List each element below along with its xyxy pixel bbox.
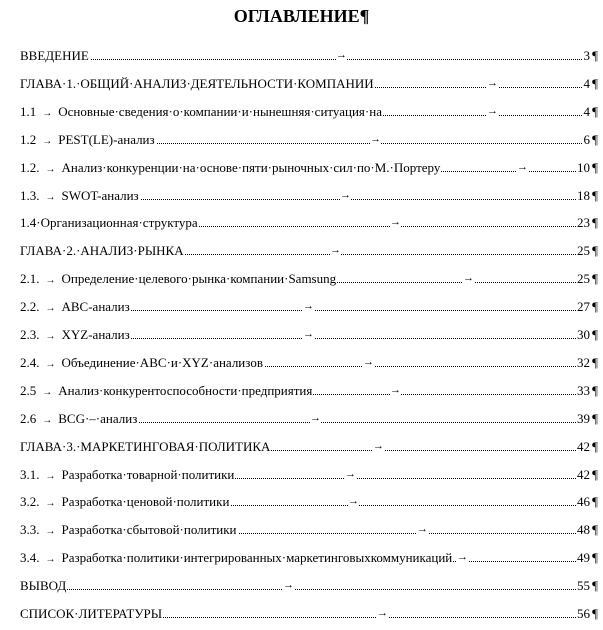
toc-entry-title	[20, 576, 67, 596]
toc-entry-text: PEST(LE)-анализ	[58, 131, 155, 147]
tab-mark-icon: →	[42, 414, 53, 426]
toc-entry-text: Анализ·конкурентоспособности·предприятия	[58, 382, 313, 398]
toc-entry-title	[20, 604, 163, 624]
toc-entry[interactable]	[20, 269, 598, 289]
toc-entry-text: Разработка·политики·интегрированных·маркетинговыхкоммуникаций	[61, 550, 453, 566]
toc-entry-title	[20, 297, 131, 319]
tab-mark-icon: →	[45, 331, 56, 342]
tab-arrow-icon: →	[377, 603, 388, 623]
toc-entry[interactable]	[20, 325, 598, 345]
toc-page-number: 42	[576, 437, 590, 457]
pilcrow-icon: ¶	[592, 578, 598, 594]
toc-entry[interactable]	[20, 130, 598, 150]
toc-entry-title	[20, 158, 441, 180]
toc-entry-title	[20, 548, 453, 570]
toc-entry-number: 2.4.	[20, 354, 40, 370]
toc-entry-text: ГЛАВА·1.·ОБЩИЙ·АНАЛИЗ·ДЕЯТЕЛЬНОСТИ·КОМПАНИИ	[20, 75, 374, 91]
toc-entry-title	[20, 409, 138, 431]
pilcrow-icon: ¶	[592, 215, 598, 231]
toc-page-number: 18	[576, 186, 590, 206]
toc-entry-number: 1.3.	[20, 187, 40, 203]
toc-entry-text: ГЛАВА·2.·АНАЛИЗ·РЫНКА	[20, 243, 184, 259]
toc-page-number: 30	[576, 325, 590, 345]
toc-entry-number: 2.5	[20, 382, 37, 398]
tab-arrow-icon: →	[283, 575, 294, 595]
tab-arrow-icon: →	[303, 324, 314, 344]
toc-entry-title	[20, 269, 337, 291]
toc-entry[interactable]	[20, 353, 598, 373]
toc-entry-title	[20, 46, 90, 66]
pilcrow-icon: ¶	[592, 354, 598, 370]
pilcrow-icon: ¶	[592, 606, 598, 621]
toc-page-number: 27	[576, 297, 590, 317]
pilcrow-icon: ¶	[592, 75, 598, 91]
tab-arrow-icon: →	[417, 519, 428, 539]
pilcrow-icon: ¶	[592, 299, 598, 315]
toc-entry-title	[20, 186, 140, 208]
tab-mark-icon: →	[45, 526, 56, 538]
toc-entry-number: 3.3.	[20, 522, 40, 538]
tab-mark-icon: →	[45, 303, 56, 315]
tab-arrow-icon: →	[345, 464, 356, 484]
tab-arrow-icon: →	[340, 185, 351, 205]
toc-page-number: 23	[576, 213, 590, 233]
toc-entry-title	[20, 353, 264, 375]
toc-entry[interactable]	[20, 158, 598, 178]
toc-entry-text: ГЛАВА·3.·МАРКЕТИНГОВАЯ·ПОЛИТИКА	[20, 438, 271, 454]
toc-entry[interactable]	[20, 241, 598, 261]
pilcrow-icon: ¶	[592, 131, 598, 147]
pilcrow-icon: ¶	[592, 382, 598, 398]
toc-entry-text: Разработка·ценовой·политики	[61, 494, 230, 510]
toc-entry-text: Анализ·конкуренции·на·основе·пяти·рыночных·сил·по·М.·Портеру	[61, 159, 441, 175]
tab-arrow-icon: →	[390, 212, 401, 232]
toc-entry[interactable]	[20, 465, 598, 485]
toc-entry-number: 2.3.	[20, 327, 40, 342]
toc-page-number: 39	[576, 409, 590, 429]
toc-entry[interactable]	[20, 548, 598, 568]
toc-entry-title	[20, 492, 230, 514]
pilcrow-icon: ¶	[592, 271, 598, 287]
toc-entry-number: 2.1.	[20, 271, 40, 287]
tab-arrow-icon: →	[390, 380, 401, 400]
tab-mark-icon: →	[42, 386, 53, 398]
tab-mark-icon: →	[45, 275, 56, 287]
toc-entry-number: 3.1.	[20, 466, 40, 482]
tab-mark-icon: →	[45, 554, 56, 566]
toc-entry-title	[20, 130, 156, 152]
pilcrow-icon: ¶	[592, 438, 598, 454]
pilcrow-icon: ¶	[592, 522, 598, 538]
toc-entry-number: 3.4.	[20, 550, 40, 566]
tab-arrow-icon: →	[457, 547, 468, 567]
pilcrow-icon: ¶	[592, 103, 598, 119]
toc-page-number: 6	[583, 130, 591, 150]
toc-page-number: 4	[583, 102, 591, 122]
toc-page-number: 25	[576, 241, 590, 261]
toc-entry-text: BCG·–·анализ	[58, 410, 138, 426]
toc-entry-text: Разработка·сбытовой·политики	[61, 522, 237, 538]
tab-mark-icon: →	[42, 107, 53, 119]
toc-entry-title	[20, 325, 131, 347]
tab-arrow-icon: →	[463, 268, 474, 288]
toc-entry-number: 2.2.	[20, 299, 40, 315]
toc-entry-text: Объединение·ABC·и·XYZ·анализов	[61, 354, 263, 370]
pilcrow-icon: ¶	[592, 466, 598, 482]
toc-entry[interactable]	[20, 381, 598, 401]
tab-arrow-icon: →	[348, 491, 359, 511]
tab-mark-icon: →	[42, 135, 53, 147]
toc-entry[interactable]	[20, 102, 598, 122]
dot-leader	[20, 589, 584, 590]
toc-entry-title	[20, 74, 375, 94]
toc-page-number: 48	[576, 520, 590, 540]
tab-arrow-icon: →	[373, 436, 384, 456]
toc-page-number: 32	[576, 353, 590, 373]
toc-entry[interactable]	[20, 576, 598, 596]
toc-entry-text: ABC-анализ	[61, 299, 130, 315]
pilcrow-icon: ¶	[592, 48, 598, 63]
toc-page-number: 56	[576, 604, 590, 624]
toc-page-number: 55	[576, 576, 590, 596]
toc-page-number: 49	[576, 548, 590, 568]
toc-entry[interactable]	[20, 74, 598, 94]
toc-page-number: 10	[576, 158, 590, 178]
toc-entry-title	[20, 520, 238, 542]
toc-entry-title	[20, 437, 271, 457]
tab-arrow-icon: →	[487, 101, 498, 121]
dot-leader	[20, 59, 584, 60]
toc-entry-text: Разработка·товарной·политики	[61, 466, 235, 482]
toc-entry[interactable]	[20, 186, 598, 206]
tab-arrow-icon: →	[310, 408, 321, 428]
toc-entry-title	[20, 381, 313, 403]
toc-page-number: 4	[583, 74, 591, 94]
tab-arrow-icon: →	[487, 73, 498, 93]
toc-entry[interactable]	[20, 46, 598, 66]
toc-entry-title	[20, 213, 199, 233]
toc-entry[interactable]	[20, 520, 598, 540]
toc-entry[interactable]	[20, 437, 598, 457]
toc-entry-number: 1.1	[20, 103, 37, 119]
toc-page-number: 33	[576, 381, 590, 401]
toc-entry[interactable]	[20, 604, 598, 624]
toc-page-number: 46	[576, 492, 590, 512]
pilcrow-icon: ¶	[592, 243, 598, 259]
toc-entry[interactable]	[20, 297, 598, 317]
tab-arrow-icon: →	[330, 240, 341, 260]
toc-entry-title	[20, 241, 185, 261]
pilcrow-icon: ¶	[592, 494, 598, 510]
tab-mark-icon: →	[45, 470, 56, 482]
toc-entry-text: Основные·сведения·о·компании·и·нынешняя·ситуация·на	[58, 103, 382, 119]
toc-entry-title	[20, 102, 383, 124]
toc-entry-text: СПИСОК·ЛИТЕРАТУРЫ	[20, 606, 163, 621]
tab-arrow-icon: →	[517, 157, 528, 177]
toc-page-number: 42	[576, 465, 590, 485]
pilcrow-icon: ¶	[592, 187, 598, 203]
toc-entry-text: SWOT-анализ	[61, 187, 139, 203]
tab-arrow-icon: →	[303, 296, 314, 316]
toc-entry-number: 3.2.	[20, 494, 40, 510]
toc-entry-text: ВЫВОД	[20, 578, 67, 594]
toc-page-number: 25	[576, 269, 590, 289]
tab-arrow-icon: →	[363, 352, 374, 372]
toc-entry-text: 1.4·Организационная·структура	[20, 215, 198, 231]
toc-entry-number: 1.2	[20, 131, 37, 147]
toc-entry-text: Определение·целевого·рынка·компании·Samsung	[61, 271, 337, 287]
tab-mark-icon: →	[45, 498, 56, 510]
toc-entry[interactable]	[20, 492, 598, 512]
toc-entry[interactable]	[20, 409, 598, 429]
toc-heading: ОГЛАВЛЕНИЕ¶	[233, 6, 370, 26]
toc-page-number: 3	[583, 46, 591, 66]
pilcrow-icon: ¶	[592, 159, 598, 175]
toc-entry-title	[20, 465, 235, 487]
tab-mark-icon: →	[45, 358, 56, 370]
toc-entry-text: XYZ-анализ	[61, 327, 130, 342]
pilcrow-icon: ¶	[592, 410, 598, 426]
toc-entry-text: ВВЕДЕНИЕ	[20, 48, 89, 63]
tab-arrow-icon: →	[336, 45, 347, 65]
tab-mark-icon: →	[45, 163, 56, 175]
tab-arrow-icon: →	[370, 129, 381, 149]
tab-mark-icon: →	[45, 191, 56, 203]
pilcrow-icon: ¶	[592, 550, 598, 566]
pilcrow-icon: ¶	[592, 327, 598, 342]
toc-entry-number: 2.6	[20, 410, 37, 426]
toc-entry[interactable]	[20, 213, 598, 233]
toc-entry-number: 1.2.	[20, 159, 40, 175]
